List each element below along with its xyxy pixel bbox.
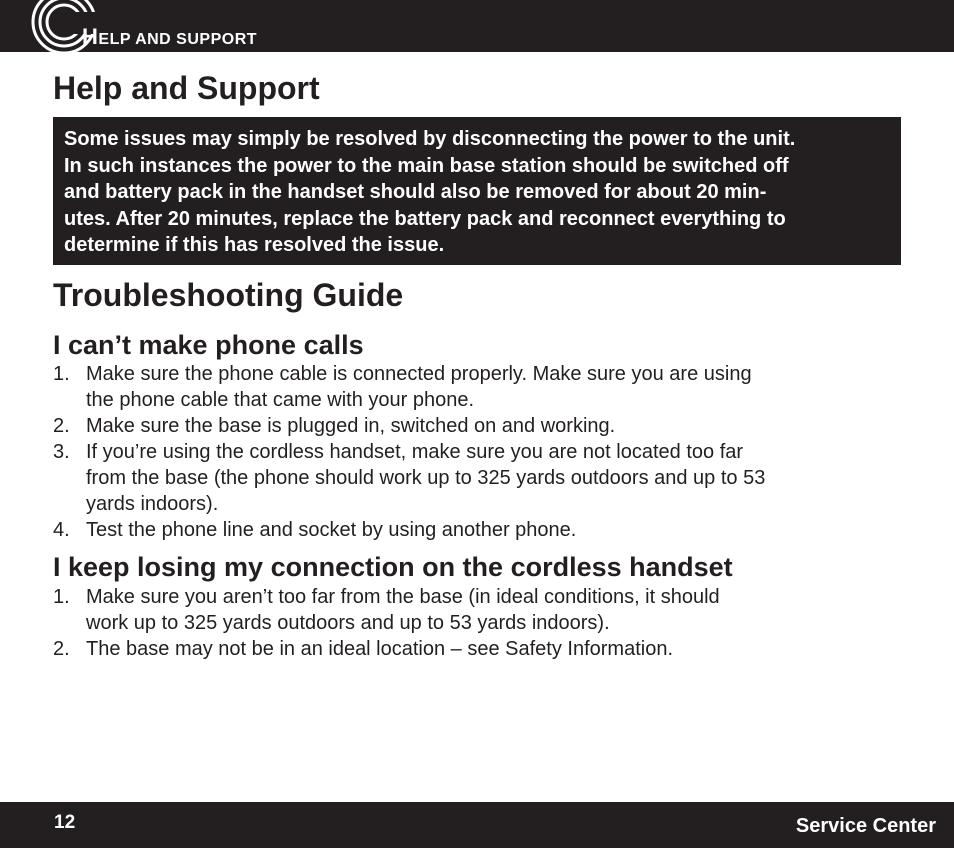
page-number: 12	[54, 812, 76, 833]
list-item-number: 2.	[53, 415, 70, 437]
list-item-text: Test the phone line and socket by using another phone.	[86, 519, 577, 541]
list-item-number: 1.	[53, 586, 70, 608]
footer-section-title: Service Center	[795, 815, 936, 837]
running-header	[82, 24, 257, 50]
list-item-text: from the base (the phone should work up to 325 yards outdoors and up to 53	[86, 467, 766, 489]
notice-text	[64, 126, 895, 259]
running-header-rest: ELP AND SUPPORT	[98, 31, 258, 48]
list-item-text: The base may not be in an ideal location – see Safety Information.	[86, 638, 674, 660]
notice-line: In such instances the power to the main base station should be switched off	[64, 154, 789, 177]
notice-line: determine if this has resolved the issue.	[64, 234, 445, 257]
list-item	[53, 413, 903, 439]
list-item	[53, 361, 903, 413]
list-item-text: the phone cable that came with your phone.	[86, 389, 475, 411]
list-item-text: If you’re using the cordless handset, make sure you are not located too far	[86, 441, 744, 463]
notice-line: utes. After 20 minutes, replace the battery pack and reconnect everything to	[64, 207, 786, 230]
list-item	[53, 517, 903, 543]
notice-line: and battery pack in the handset should also be removed for about 20 min-	[64, 181, 767, 204]
running-header-initial: H	[82, 24, 99, 49]
list-item-text: Make sure you aren’t too far from the base (in ideal conditions, it should	[86, 586, 720, 608]
troubleshooting-list	[53, 584, 903, 662]
list-item-number: 4.	[53, 519, 70, 541]
list-item	[53, 439, 903, 517]
list-item-text: Make sure the base is plugged in, switched on and working.	[86, 415, 616, 437]
list-item-text: work up to 325 yards outdoors and up to 53 yards indoors).	[86, 612, 610, 634]
troubleshooting-list	[53, 361, 903, 543]
list-item-number: 3.	[53, 441, 70, 463]
troubleshooting-title: Troubleshooting Guide	[53, 277, 404, 313]
section-heading: I keep losing my connection on the cordless handset	[53, 552, 733, 582]
notice-box	[53, 117, 901, 265]
list-item-text: Make sure the phone cable is connected properly. Make sure you are using	[86, 363, 752, 385]
list-item	[53, 584, 903, 636]
list-item-text: yards indoors).	[86, 493, 219, 515]
notice-line: Some issues may simply be resolved by disconnecting the power to the unit.	[64, 128, 796, 150]
list-item	[53, 636, 903, 662]
page-title: Help and Support	[53, 70, 320, 106]
header-bar	[0, 0, 954, 52]
section-heading: I can’t make phone calls	[53, 330, 364, 360]
list-item-number: 1.	[53, 363, 70, 385]
list-item-number: 2.	[53, 638, 70, 660]
